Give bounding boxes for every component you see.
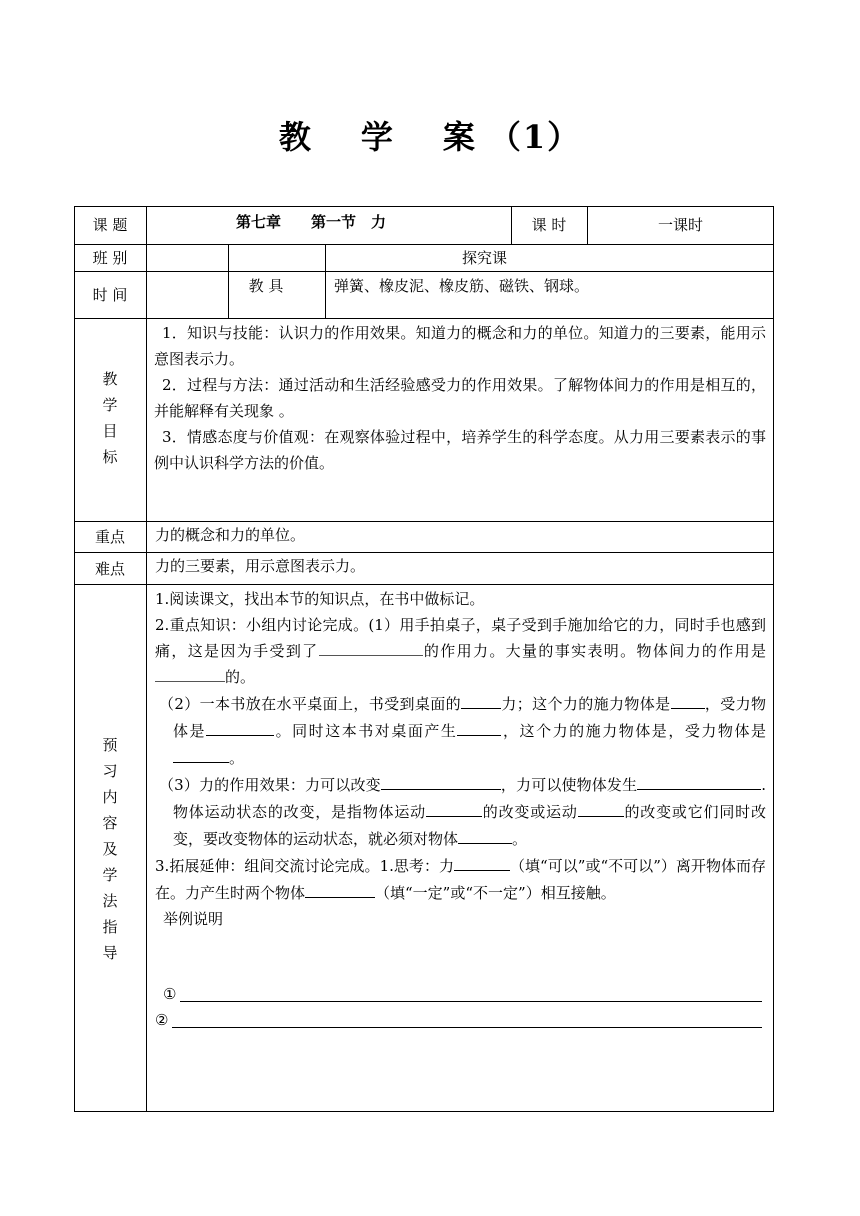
time-label: 时 间 — [92, 286, 128, 304]
fill-blank[interactable] — [457, 717, 501, 736]
document-title — [0, 112, 860, 158]
key-point-label: 重点 — [94, 528, 125, 546]
objectives-label: 教 学 目 标 — [102, 370, 118, 466]
objective-item: 1．知识与技能：认识力的作用效果。知道力的概念和力的单位。知道力的三要素，能用示意图表示力。 — [154, 324, 766, 368]
fill-blank[interactable] — [305, 879, 375, 898]
fill-blank[interactable] — [671, 690, 705, 709]
class-type: 探究课 — [461, 249, 507, 267]
example-2-line[interactable] — [172, 1027, 762, 1028]
example-label: 举例说明 — [163, 910, 224, 928]
key-point-text: 力的概念和力的单位。 — [155, 526, 306, 544]
class-label: 班 别 — [92, 249, 128, 267]
fill-blank[interactable] — [458, 825, 512, 844]
difficulty-text: 力的三要素，用示意图表示力。 — [155, 557, 366, 575]
fill-blank[interactable] — [206, 717, 274, 736]
fill-blank[interactable] — [637, 771, 761, 790]
preview-q2: （2）一本书放在水平桌面上，书受到桌面的 力；这个力的施力物体是 ，受力物体是 。同时这本书对桌面产生 ，这个力的施力物体是，受力物体是。 — [155, 690, 766, 771]
title-char: （1） — [488, 118, 582, 156]
title-char: 学 — [360, 118, 395, 156]
topic-value: 第七章 第一节 力 — [236, 213, 387, 231]
title-char: 案 — [442, 118, 477, 156]
example-1-marker: ① — [163, 985, 177, 1003]
topic-label: 课 题 — [92, 216, 128, 234]
title-char: 教 — [278, 118, 313, 156]
objective-item: 2．过程与方法：通过活动和生活经验感受力的作用效果。了解物体间力的作用是相互的，并能解释有关现象 。 — [154, 376, 766, 420]
fill-blank[interactable] — [155, 664, 225, 682]
fill-blank[interactable] — [454, 852, 510, 871]
fill-blank[interactable] — [578, 798, 624, 817]
preview-content — [155, 586, 766, 932]
example-2-marker: ② — [155, 1011, 169, 1029]
fill-blank[interactable] — [426, 798, 482, 817]
preview-p2: 2.重点知识：小组内讨论完成。(1）用手拍桌子，桌子受到手施加给它的力，同时手也感到痛，这是因为手受到了 的作用力。大量的事实表明。物体间力的作用是的。 — [155, 616, 766, 686]
preview-p1: 1.阅读课文，找出本节的知识点，在书中做标记。 — [155, 590, 485, 608]
difficulty-label: 难点 — [94, 560, 125, 578]
period-label: 课 时 — [531, 216, 567, 234]
objectives-text — [154, 320, 766, 476]
objective-item: 3．情感态度与价值观：在观察体验过程中，培养学生的科学态度。从力用三要素表示的事例中认识科学方法的价值。 — [154, 428, 766, 472]
fill-blank[interactable] — [461, 690, 501, 709]
period-value: 一课时 — [657, 216, 703, 234]
preview-p3: 3.拓展延伸：组间交流讨论完成。1.思考：力 （填“可以”或“不可以”）离开物体而存在。力产生时两个物体 （填“一定”或“不一定”）相互接触。 — [155, 852, 766, 906]
example-1-line[interactable] — [180, 1001, 762, 1002]
fill-blank[interactable] — [173, 744, 229, 763]
tools-value: 弹簧、橡皮泥、橡皮筋、磁铁、钢球。 — [334, 277, 590, 295]
fill-blank[interactable] — [319, 638, 423, 656]
preview-label: 预 习 内 容 及 学 法 指 导 — [102, 736, 118, 962]
tools-label: 教 具 — [248, 277, 284, 295]
preview-q3: （3）力的作用效果：力可以改变 ，力可以使物体发生 . 物体运动状态的改变，是指物体运动 的改变或运动 的改变或它们同时改变，要改变物体的运动状态，就必须对物体 。 — [155, 771, 766, 852]
fill-blank[interactable] — [381, 771, 501, 790]
